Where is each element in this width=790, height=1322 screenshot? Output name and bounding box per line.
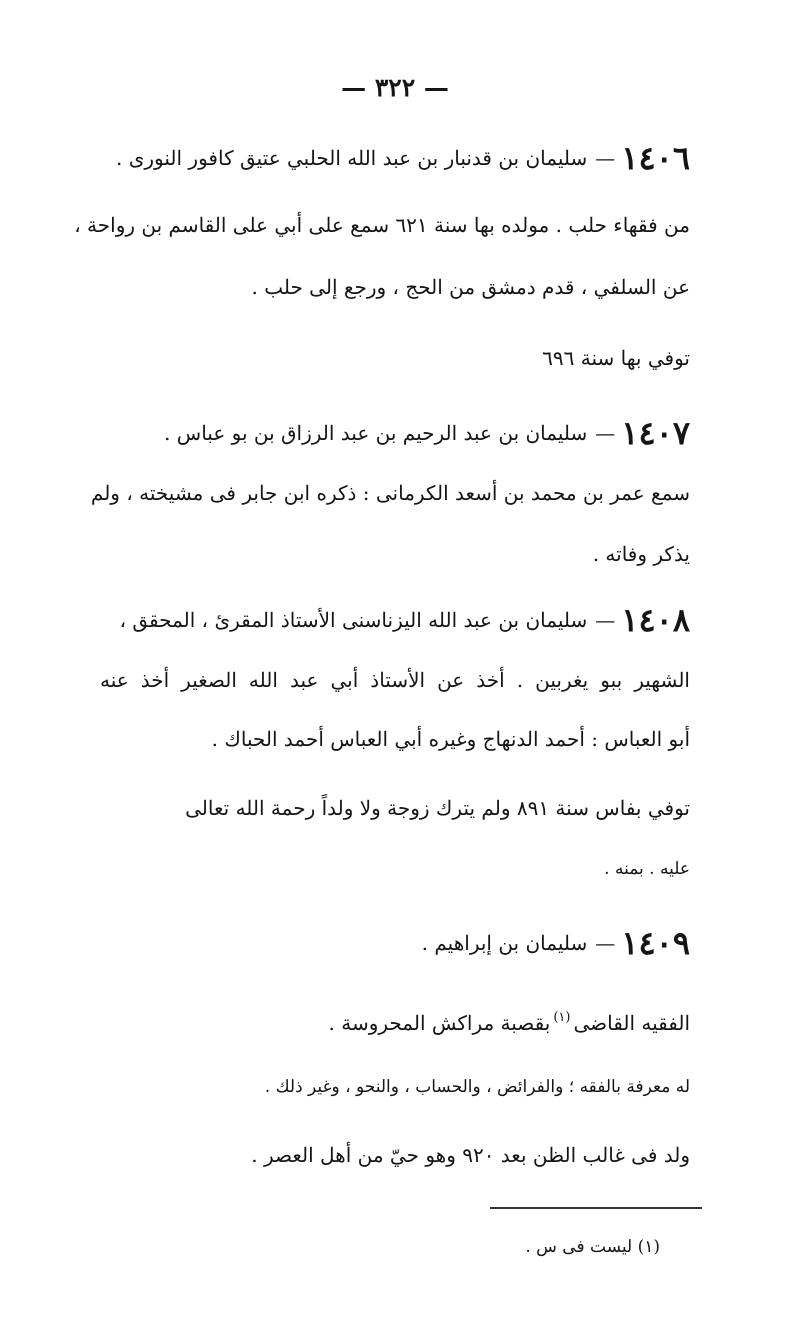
- entry-heading-1407: ١٤٠٧—سليمان بن عبد الرحيم بن عبد الرزاق بن بو عباس .: [164, 414, 690, 452]
- body-line: يذكر وفاته .: [592, 542, 690, 566]
- body-line: من فقهاء حلب . مولده بها سنة ٦٢١ سمع على أبي على القاسم بن رواحة ،: [74, 213, 690, 237]
- body-line: عن السلفي ، قدم دمشق من الحج ، ورجع إلى حلب .: [251, 275, 690, 299]
- body-line: ولد فى غالب الظن بعد ٩٢٠ وهو حيّ من أهل العصر .: [251, 1143, 690, 1167]
- body-line: له معرفة بالفقه ؛ والفرائض ، والحساب ، والنحو ، وغير ذلك .: [264, 1077, 690, 1097]
- body-line: توفي بها سنة ٦٩٦: [542, 346, 690, 370]
- entry-title: سليمان بن عبد الرحيم بن عبد الرزاق بن بو عباس .: [164, 421, 588, 445]
- body-line: توفي بفاس سنة ٨٩١ ولم يترك زوجة ولا ولداً رحمة الله تعالى: [185, 796, 690, 820]
- entry-number: ١٤٠٩: [621, 924, 690, 962]
- body-line: عليه . بمنه .: [604, 859, 690, 879]
- footnote-separator: [490, 1207, 702, 1209]
- entry-heading-1408: ١٤٠٨—سليمان بن عبد الله اليزناسنى الأستاذ المقرئ ، المحقق ،: [119, 601, 690, 639]
- entry-title: سليمان بن قدنبار بن عبد الله الحلبي عتيق كافور النورى .: [116, 146, 588, 170]
- entry-title: سليمان بن إبراهيم .: [421, 931, 588, 955]
- entry-number: ١٤٠٦: [621, 139, 690, 177]
- body-text: بقصبة مراكش المحروسة .: [328, 1011, 551, 1035]
- body-line: [100, 1003, 690, 1038]
- entry-heading-1409: ١٤٠٩—سليمان بن إبراهيم .: [421, 924, 690, 962]
- footnote-reference: (١): [553, 1010, 571, 1025]
- entry-number: ١٤٠٨: [621, 601, 690, 639]
- page-number: — ٣٢٢ —: [341, 73, 449, 102]
- entry-title: سليمان بن عبد الله اليزناسنى الأستاذ المقرئ ، المحقق ،: [119, 608, 588, 632]
- entry-number: ١٤٠٧: [621, 414, 690, 452]
- body-line: أبو العباس : أحمد الدنهاج وغيره أبي العباس أحمد الحباك .: [211, 727, 690, 751]
- footnote: (١) ليست فى س .: [525, 1237, 660, 1257]
- body-line: سمع عمر بن محمد بن أسعد الكرمانى : ذكره ابن جابر فى مشيخته ، ولم: [90, 481, 690, 505]
- entry-heading-1406: ١٤٠٦—سليمان بن قدنبار بن عبد الله الحلبي عتيق كافور النورى .: [116, 139, 690, 177]
- body-line: الشهير ببو يغربين . أخذ عن الأستاذ أبي عبد الله الصغير أخذ عنه: [100, 668, 690, 692]
- body-text: الفقيه القاضى: [573, 1011, 690, 1035]
